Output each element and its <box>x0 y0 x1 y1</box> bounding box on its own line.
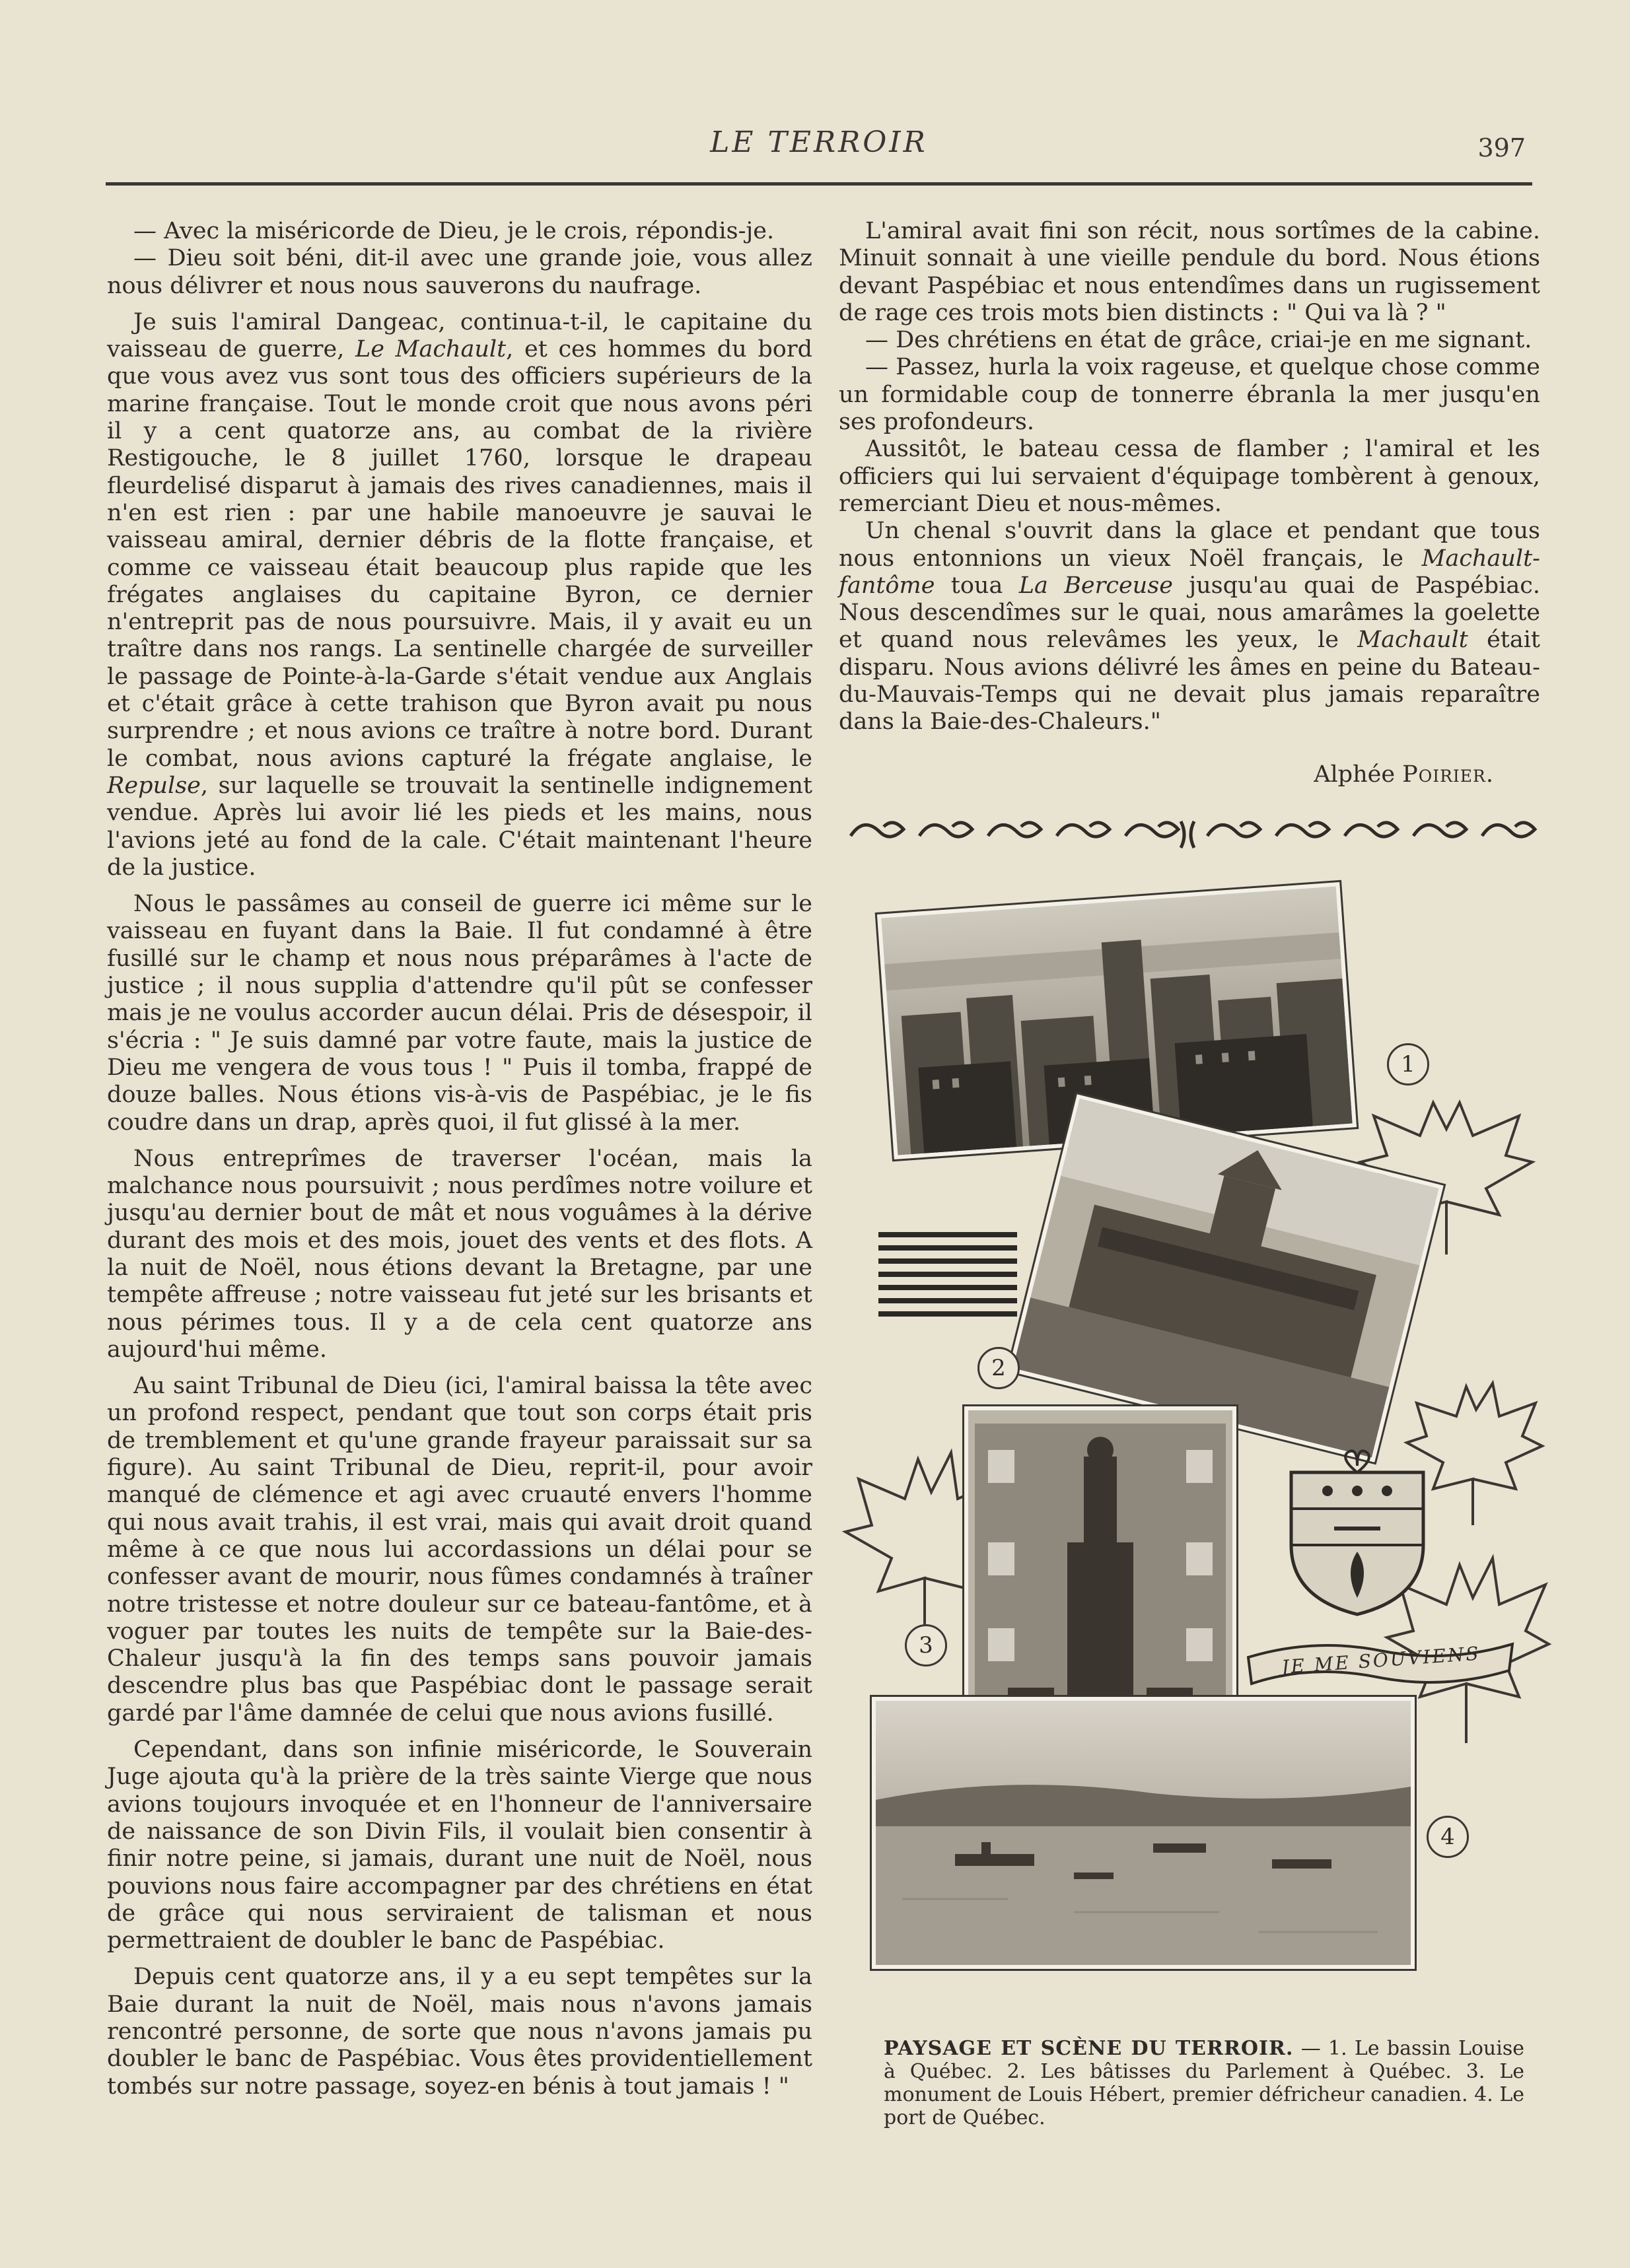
photo-number-badge: 4 <box>1427 1816 1469 1858</box>
photo-number-badge: 2 <box>977 1347 1020 1389</box>
running-head <box>106 119 1532 191</box>
motto-text: JE ME SOUVIENS <box>1281 1642 1481 1678</box>
coat-of-arms-icon <box>1281 1446 1433 1618</box>
caption-title: PAYSAGE ET SCÈNE DU TERROIR. <box>884 2037 1294 2060</box>
paragraph: Nous le passâmes au conseil de guerre ici même sur le vaisseau en fuyant dans la Baie. Il fut condamné à être fusillé sur le champ et nous nous préparâmes à l'acte de justice ; il nous supplia d'attendre qu'il pût se confesser mais je ne voulus accorder aucun délai. Pris de désespoir, il s'écria : " Je suis damné par votre faute, mais la justice de Dieu me vengera de vous tous ! " Puis il tomba, frappé de douze balles. Nous étions vis-à-vis de Paspébiac, je le fis coudre dans un drap, après quoi, il fut glissé à la mer. <box>107 891 812 1136</box>
ghost-ship-name: Machault-fantôme <box>839 545 1540 599</box>
paragraph: Un chenal s'ouvrit dans la glace et pendant que tous nous entonnions un vieux Noël français, le Machault-fantôme toua La Berceuse jusqu'au quai de Paspébiac. Nous descendîmes sur le quai, nous amarâmes la goelette et quand nous relevâmes les yeux, le Machault était disparu. Nous avions délivré les âmes en peine du Bateau-du-Mauvais-Temps qui ne devait plus jamais reparaître dans la Baie-des-Chaleurs." <box>839 518 1540 736</box>
paragraph: Cependant, dans son infinie miséricorde, le Souverain Juge ajouta qu'à la prière de la très sainte Vierge que nous avions toujours invoquée et en l'honneur de l'anniversaire de naissance de son Divin Fils, il voulait bien consentir à finir notre peine, si jamais, durant une nuit de Noël, nous pouvions nous faire accompagner par des chrétiens en état de grâce qui nous serviraient de talisman et nous permettraient de doubler le banc de Paspébiac. <box>107 1736 812 1954</box>
paragraph: — Passez, hurla la voix rageuse, et quelque chose comme un formidable coup de tonnerre ébranla la mer jusqu'en ses profondeurs. <box>839 354 1540 436</box>
scroll-ornament-icon <box>837 812 1540 852</box>
decorative-ornament <box>837 812 1540 852</box>
line-ornament-icon <box>878 1228 1030 1327</box>
paragraph: — Avec la miséricorde de Dieu, je le crois, répondis-je. <box>133 218 775 244</box>
harbour-photo <box>876 1701 1411 1965</box>
running-title: LE TERROIR <box>710 125 928 159</box>
schooner-name: La Berceuse <box>1018 572 1173 599</box>
ship-name: Le Machault <box>355 336 507 363</box>
right-column <box>839 218 1540 788</box>
photo-number-badge: 1 <box>1387 1043 1429 1085</box>
photo-number-badge: 3 <box>905 1624 947 1667</box>
paragraph: — Des chrétiens en état de grâce, criai-je en me signant. <box>865 327 1532 354</box>
paragraph: L'amiral avait fini son récit, nous sortîmes de la cabine. Minuit sonnait à une vieille pendule du bord. Nous étions devant Paspébiac et nous entendîmes dans un rugissement de rage ces trois mots bien distincts : " Qui va là ? " <box>839 218 1540 326</box>
left-column <box>107 218 812 2100</box>
paragraph: Depuis cent quatorze ans, il y a eu sept tempêtes sur la Baie durant la nuit de Noël, mais nous n'avons jamais rencontré personne, de sorte que nous n'avons jamais pu doubler le banc de Paspébiac. Vous êtes providentiellement tombés sur notre passage, soyez-en bénis à tout jamais ! " <box>107 1964 812 2100</box>
page-number: 397 <box>1477 133 1526 162</box>
photo-collage <box>859 872 1545 2014</box>
photo-port-de-quebec <box>872 1697 1415 1969</box>
paragraph: Je suis l'amiral Dangeac, continua-t-il, le capitaine du vaisseau de guerre, Le Machault, et ces hommes du bord que vous avez vus sont tous des officiers supérieurs de la marine française. Tout le monde croit que nous avons péri il y a cent quatorze ans, au combat de la rivière Restigouche, le 8 juillet 1760, lorsque le drapeau fleurdelisé disparut à jamais des rives canadiennes, mais il n'en est rien : par une habile manoeuvre je sauvai le vaisseau amiral, dernier débris de la flotte française, et comme ce vaisseau était beaucoup plus rapide que les frégates anglaises du capitaine Byron, ce dernier n'entreprit pas de nous poursuivre. Mais, il y avait eu un traître dans nos rangs. La sentinelle chargée de surveiller le passage de Pointe-à-la-Garde s'était vendue aux Anglais et c'était grâce à cette trahison que Byron avait pu nous surprendre ; et nous avions ce traître à notre bord. Durant le combat, nous avions capturé la frégate anglaise, le Repulse, sur laquelle se trouvait la sentinelle indignement vendue. Après lui avoir lié les pieds et les mains, nous l'avions jeté au fond de la cale. C'était maintenant l'heure de la justice. <box>107 308 812 881</box>
ship-name: Machault <box>1357 627 1468 654</box>
figure-caption <box>884 2037 1524 2129</box>
header-rule <box>106 182 1532 186</box>
paragraph: Aussitôt, le bateau cessa de flamber ; l'amiral et les officiers qui lui servaient d'équipage tombèrent à genoux, remerciant Dieu et nous-mêmes. <box>839 436 1540 517</box>
author-signature: Alphée Poirier. <box>1314 761 1494 788</box>
frigate-name: Repulse <box>107 772 201 799</box>
paragraph: Au saint Tribunal de Dieu (ici, l'amiral baissa la tête avec un profond respect, pendant que tout son corps était pris de tremblement et qu'une grande frayeur paraissait sur sa figure). Au saint Tribunal de Dieu, reprit-il, pour avoir manqué de clémence et agi avec cruauté envers l'homme qui nous avait trahis, il est vrai, mais qui avait droit quand même à ce que nous lui accordassions un délai pour se confesser avant de mourir, nous fûmes condamnés à traîner notre tristesse et notre douleur sur ce bateau-fantôme, et à voguer par toutes les nuits de tempête sur la Baie-des-Chaleur jusqu'à la fin des temps sans pouvoir jamais descendre plus bas que Paspébiac dont le passage serait gardé par l'âme damnée de celui que nous avions fusillé. <box>107 1373 812 1727</box>
paragraph: — Dieu soit béni, dit-il avec une grande joie, vous allez nous délivrer et nous nous sauverons du naufrage. <box>107 245 812 299</box>
paragraph: Nous entreprîmes de traverser l'océan, mais la malchance nous poursuivit ; nous perdîmes notre voilure et jusqu'au dernier bout de mât et nous voguâmes à la dérive durant des mois et des mois, jouet des vents et des flots. A la nuit de Noël, nous étions devant la Bretagne, par une tempête affreuse ; notre vaisseau fut jeté sur les brisants et nous périmes tous. Il y a de cela cent quatorze ans aujourd'hui même. <box>107 1145 812 1363</box>
caption-text: — 1. Le bassin Louise à Québec. 2. Les bâtisses du Parlement à Québec. 3. Le monument de Louis Hébert, premier défricheur canadien. 4. Le port de Québec. <box>884 2037 1524 2129</box>
